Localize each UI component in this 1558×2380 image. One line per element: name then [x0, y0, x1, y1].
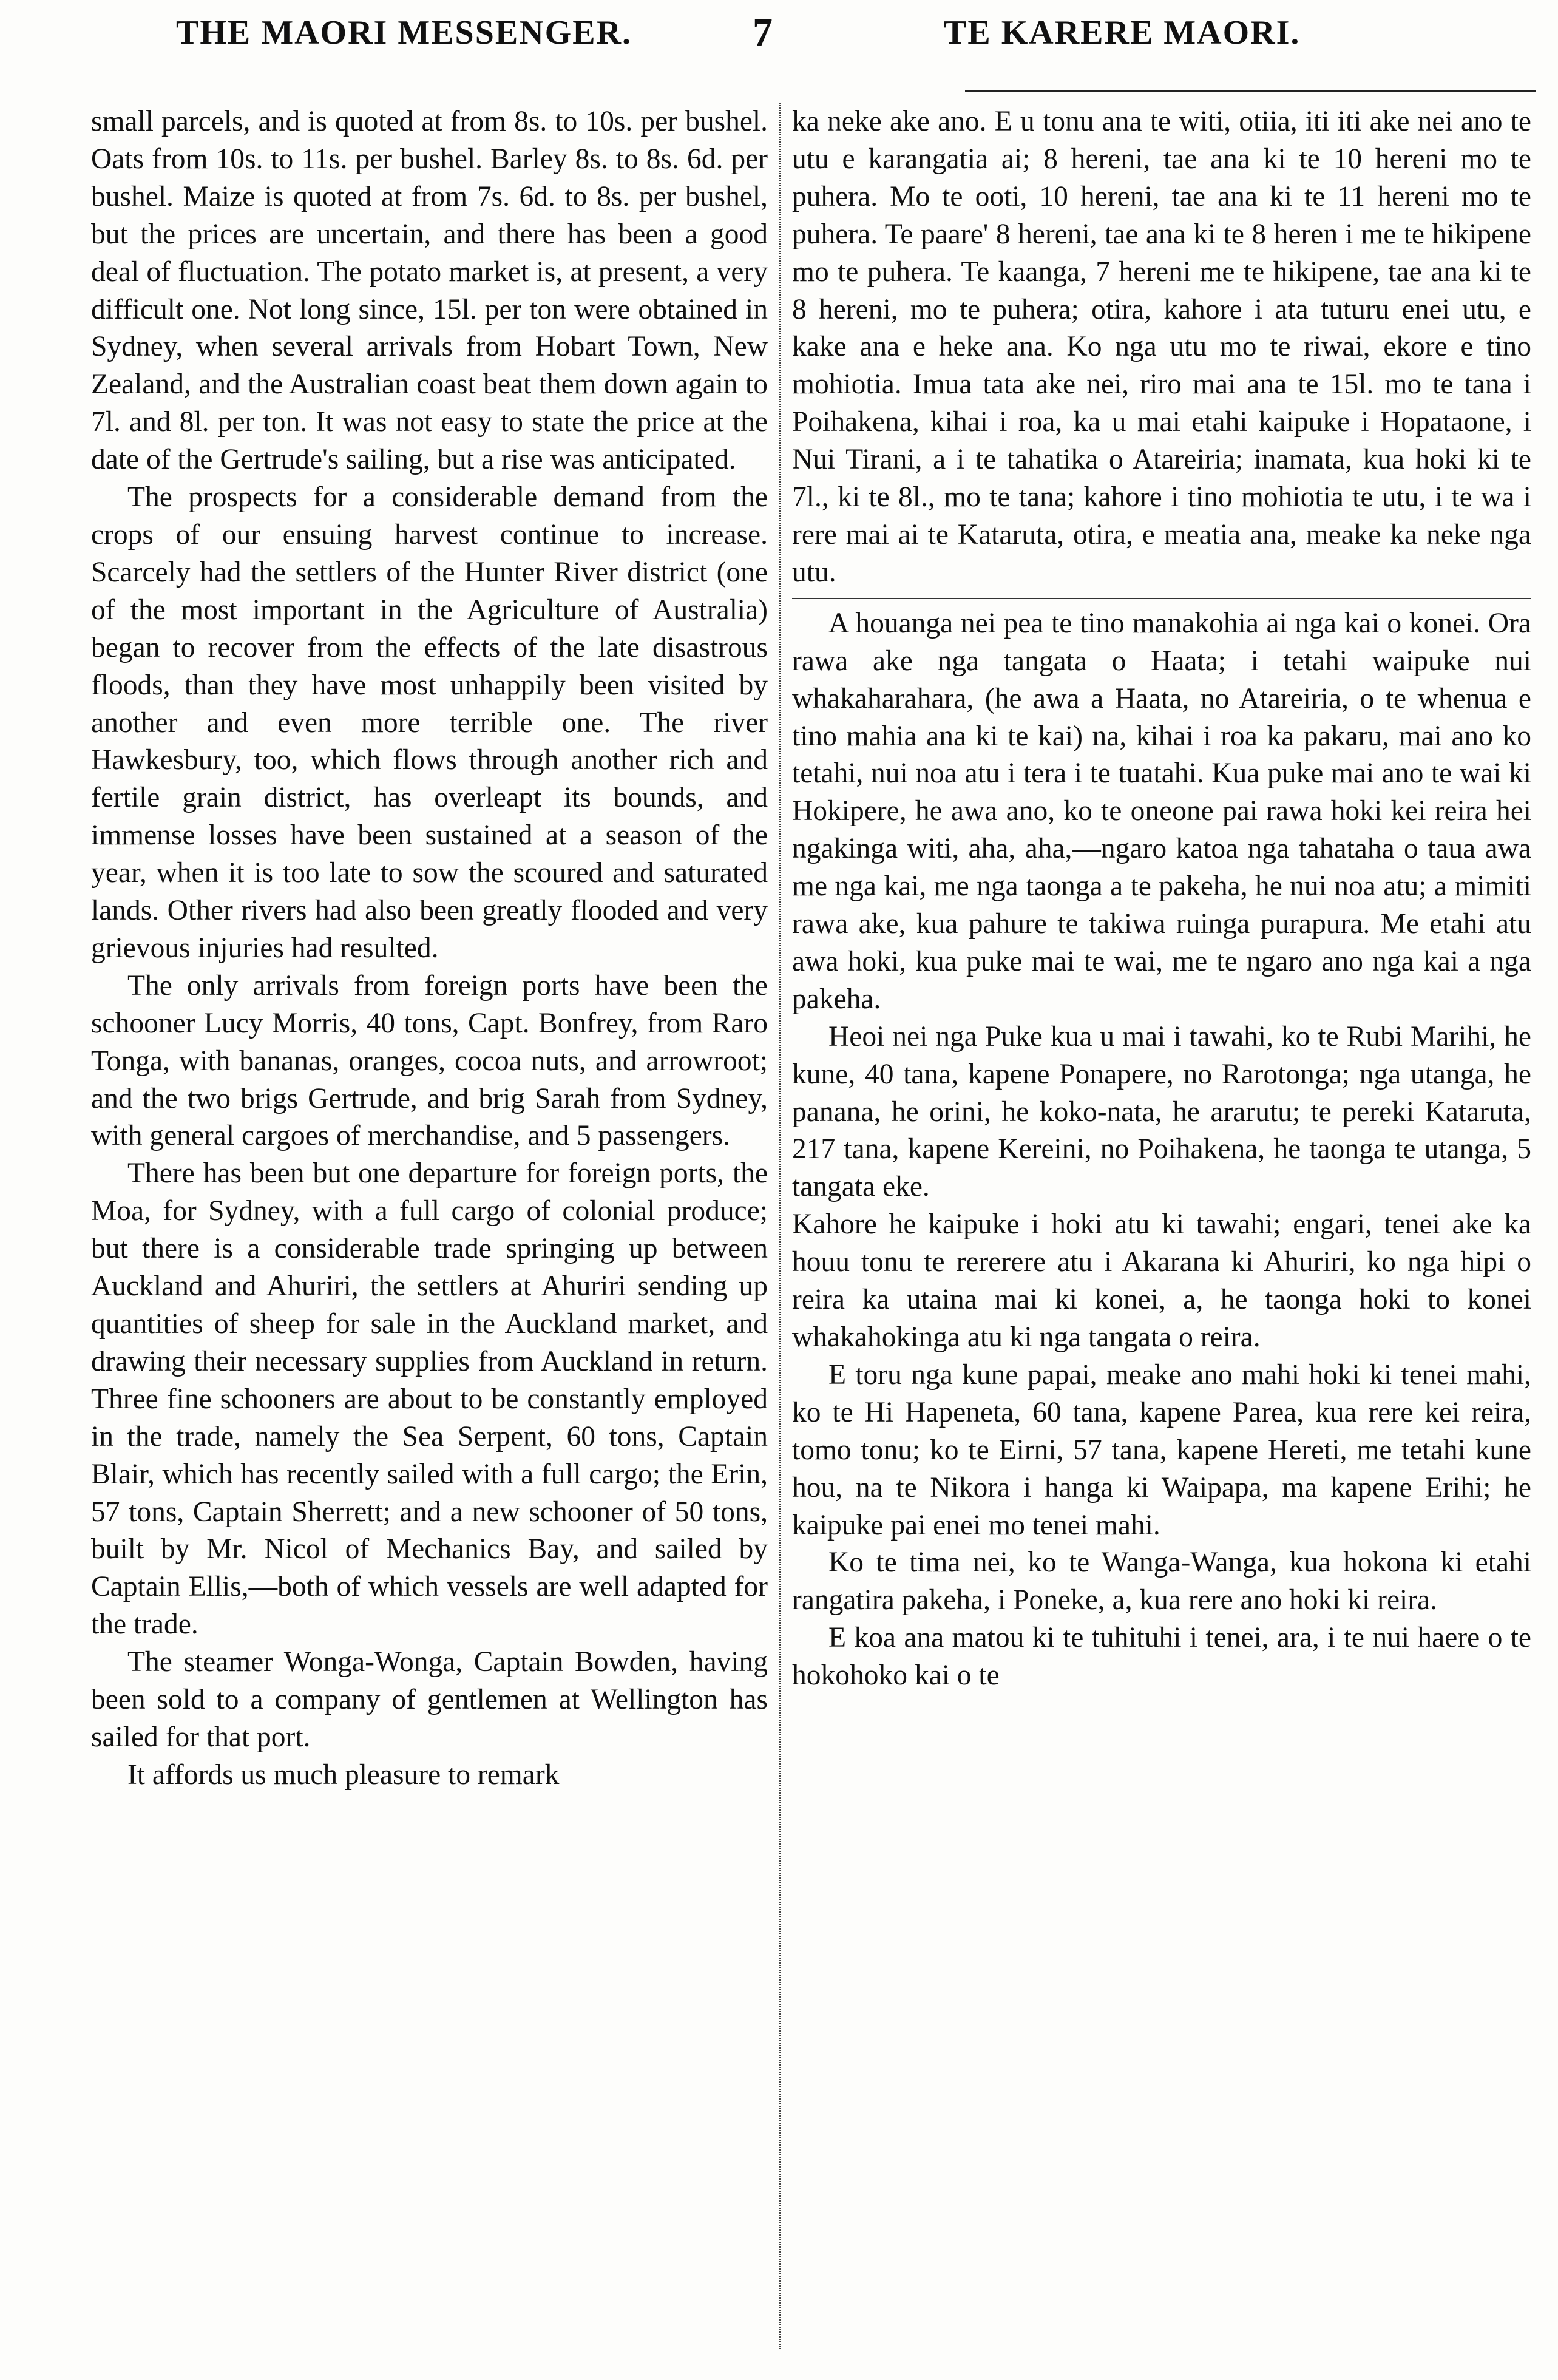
- english-paragraph-departures: There has been but one departure for foreign ports, the Moa, for Sydney, with a full cargo of colonial produce; but there is a considerable trade springing up between Auckland and Ahuriri, the settlers at Ahuriri sending up quantities of sheep for sale in the Auckland market, and drawing their necessary supplies from Auckland in return. Three fine schooners are about to be constantly employed in the trade, namely the Sea Serpent, 60 tons, Captain Blair, which has recently sailed with a full cargo; the Erin, 57 tons, Captain Sherrett; and a new schooner of 50 tons, built by Mr. Nicol of Mechanics Bay, and sailed by Captain Ellis,—both of which vessels are well adapted for the trade.: [91, 1158, 768, 1641]
- header-rule: [965, 90, 1536, 92]
- maori-column: [792, 103, 1531, 1695]
- english-paragraph-arrivals: The only arrivals from foreign ports have been the schooner Lucy Morris, 40 tons, Capt. Bonfrey, from Raro Tonga, with bananas, oranges, cocoa nuts, and arrowroot; and the two brigs Gertrude, and brig Sarah from Sydney, with general cargoes of merchandise, and 5 passengers.: [91, 969, 768, 1152]
- english-column: [91, 103, 768, 1794]
- maori-paragraph-departures: Kahore he kaipuke i hoki atu ki tawahi; engari, tenei ake ka houu tonu te rererere atu i Akarana ki Ahuriri, ko nga hipi o reira ka utaina mai ki konei, a, he taonga hoki to konei whakahokinga atu ki nga tangata o reira.: [792, 1209, 1531, 1353]
- maori-masthead: TE KARERE MAORI.: [944, 14, 1301, 52]
- maori-paragraph-steamer: Ko te tima nei, ko te Wanga-Wanga, kua hokona ki etahi rangatira pakeha, i Poneke, a, kua rere ano hoki ki reira.: [792, 1547, 1531, 1616]
- column-divider: [779, 103, 781, 2349]
- maori-paragraph-arrivals: Heoi nei nga Puke kua u mai i tawahi, ko te Rubi Marihi, he kune, 40 tana, kapene Ponapere, no Rarotonga; nga utanga, he panana, he orini, he koko-nata, he ararutu; te pereki Kataruta, 217 tana, kapene Kereini, no Poihakena, he taonga te utanga, 5 tangata eke.: [792, 1020, 1531, 1203]
- english-masthead: THE MAORI MESSENGER.: [176, 14, 632, 52]
- maori-paragraph-floods: A houanga nei pea te tino manakohia ai nga kai o konei. Ora rawa ake nga tangata o Haata; i tetahi waipuke nui whakaharahara, (he awa a Haata, no Atareiria, o te whenua e tino mahia ana ki te kai) na, kihai i roa ka pakaru, mai ano ko tetahi, nui noa atu i tera i te tuatahi. Kua puke mai ano te wai ki Hokipere, he awa ano, ko te oneone pai rawa hoki kei reira hei ngakinga witi, aha, aha,—ngaro katoa nga tahataha o taua awa me nga kai, me nga taonga a te pakeha, he nui noa atu; a mimiti rawa ake, kua pahure te takiwa ruinga purapura. Me etahi atu awa hoki, kua puke mai te wai, me te ngaro ano nga kai a nga pakeha.: [792, 598, 1531, 1019]
- english-paragraph-closing: It affords us much pleasure to remark: [127, 1758, 560, 1791]
- english-paragraph-floods: The prospects for a considerable demand from the crops of our ensuing harvest continue to increase. Scarcely had the settlers of the Hunter River district (one of the most important in the Agriculture of Australia) began to recover from the effects of the late disastrous floods, than they have most unhappily been visited by another and even more terrible one. The river Hawkesbury, too, which flows through another rich and fertile grain district, has overleapt its bounds, and immense losses have been sustained at a season of the year, when it is too late to sow the scoured and saturated lands. Other rivers had also been greatly flooded and very grievous injuries had resulted.: [91, 481, 768, 964]
- maori-paragraph-closing: E koa ana matou ki te tuhituhi i tenei, ara, i te nui haere o te hokohoko kai o te: [792, 1622, 1531, 1692]
- english-paragraph-markets: small parcels, and is quoted at from 8s. to 10s. per bushel. Oats from 10s. to 11s. per bushel. Barley 8s. to 8s. 6d. per bushel. Maize is quoted at from 7s. 6d. to 8s. per bushel, but the prices are uncertain, and there has been a good deal of fluctuation. The potato market is, at present, a very difficult one. Not long since, 15l. per ton were obtained in Sydney, when several arrivals from Hobart Town, New Zealand, and the Australian coast beat them down again to 7l. and 8l. per ton. It was not easy to state the price at the date of the Gertrude's sailing, but a rise was anticipated.: [91, 106, 768, 476]
- english-paragraph-steamer: The steamer Wonga-Wonga, Captain Bowden, having been sold to a company of gentlemen at Wellington has sailed for that port.: [91, 1646, 768, 1753]
- page-header: [0, 10, 1558, 62]
- maori-paragraph-markets: ka neke ake ano. E u tonu ana te witi, otiia, iti iti ake nei ano te utu e karangatia ai; 8 hereni, tae ana ki te 10 hereni mo te puhera. Mo te ooti, 10 hereni, tae ana ki te 11 hereni mo te puhera. Te paare' 8 hereni, tae ana ki te 8 heren i me te hikipene mo te puhera. Te kaanga, 7 hereni me te hikipene, tae ana ki te 8 hereni, mo te puhera; otira, kahore i ata tuturu enei utu, e kake ana e heke ana. Ko nga utu mo te riwai, ekore e tino mohiotia. Imua tata ake nei, riro mai ana te 15l. mo te tana i Poihakena, kihai i roa, ka u mai etahi kaipuke i Hopataone, i Nui Tirani, a i te tahatika o Atareiria; inamata, kua hoki ki te 7l., ki te 8l., mo te tana; kahore i tino mohiotia te utu, i te wa i rere mai ai te Kataruta, otira, e meatia ana, meake ka neke nga utu.: [792, 106, 1531, 588]
- page-number: 7: [753, 10, 774, 55]
- maori-paragraph-schooners: E toru nga kune papai, meake ano mahi hoki ki tenei mahi, ko te Hi Hapeneta, 60 tana, kapene Parea, kua rere kei reira, tomo tonu; ko te Eirni, 57 tana, kapene Hereti, me tetahi kune hou, na te Nikora i hanga ki Waipapa, ma kapene Erihi; he kaipuke pai enei mo tenei mahi.: [792, 1358, 1531, 1541]
